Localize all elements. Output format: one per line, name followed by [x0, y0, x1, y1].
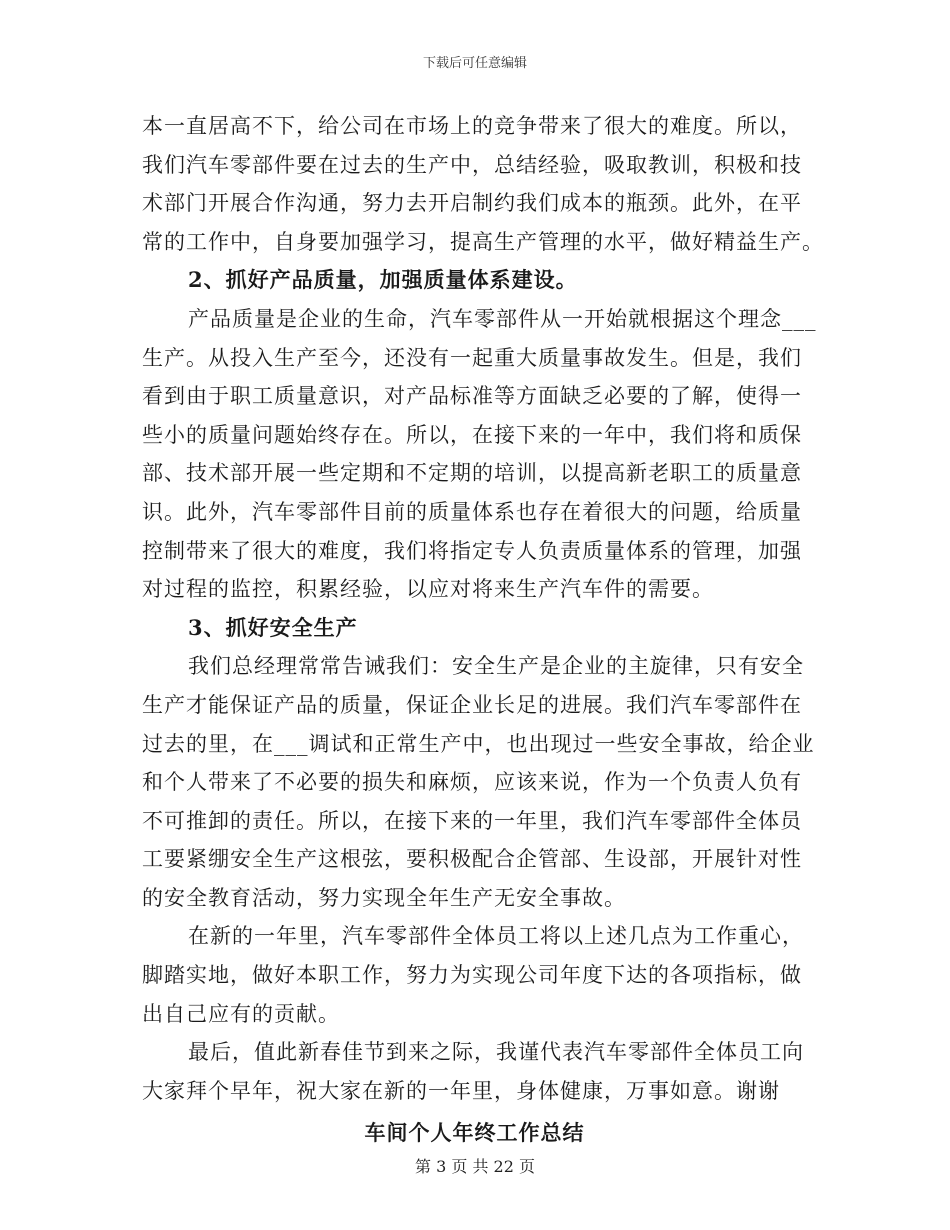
- paragraph-line: 识。此外，汽车零部件目前的质量体系也存在着很大的问题，给质量: [142, 499, 802, 524]
- paragraph-line: 生产。从投入生产至今，还没有一起重大质量事故发生。但是，我们: [142, 345, 802, 370]
- paragraph-line: 生产才能保证产品的质量，保证企业长足的进展。我们汽车零部件在: [142, 692, 802, 717]
- page-header-note: 下载后可任意编辑: [422, 56, 527, 71]
- paragraph-line: 在新的一年里，汽车零部件全体员工将以上述几点为工作重心，: [188, 924, 804, 949]
- paragraph-line: 看到由于职工质量意识，对产品标准等方面缺乏必要的了解，使得一: [142, 384, 802, 409]
- paragraph-line: 出自己应有的贡献。: [142, 1001, 340, 1026]
- section-heading: 2、抓好产品质量，加强质量体系建设。: [188, 267, 578, 293]
- paragraph-line: 些小的质量问题始终存在。所以，在接下来的一年中，我们将和质保: [142, 422, 802, 447]
- section-title: 车间个人年终工作总结: [364, 1120, 585, 1146]
- paragraph-line: 我们总经理常常告诫我们：安全生产是企业的主旋律，只有安全: [188, 654, 804, 679]
- paragraph-line: 部、技术部开展一些定期和不定期的培训，以提高新老职工的质量意: [142, 461, 802, 486]
- paragraph-line: 和个人带来了不必要的损失和麻烦，应该来说，作为一个负责人负有: [142, 770, 802, 795]
- section-heading: 3、抓好安全生产: [188, 614, 358, 640]
- paragraph-line: 不可推卸的责任。所以，在接下来的一年里，我们汽车零部件全体员: [142, 808, 802, 833]
- paragraph-line: 术部门开展合作沟通，努力去开启制约我们成本的瓶颈。此外，在平: [142, 191, 802, 216]
- paragraph-line: 我们汽车零部件要在过去的生产中，总结经验，吸取教训，积极和技: [142, 152, 802, 177]
- paragraph-line: 脚踏实地，做好本职工作，努力为实现公司年度下达的各项指标，做: [142, 963, 802, 988]
- paragraph-line: 对过程的监控，积累经验，以应对将来生产汽车件的需要。: [142, 577, 714, 602]
- paragraph-line: 本一直居高不下，给公司在市场上的竞争带来了很大的难度。所以，: [142, 114, 802, 138]
- paragraph-line: 工要紧绷安全生产这根弦，要积极配合企管部、生设部，开展针对性: [142, 847, 802, 872]
- paragraph-line: 过去的里，在___调试和正常生产中，也出现过一些安全事故，给企业: [142, 731, 815, 756]
- paragraph-line: 的安全教育活动，努力实现全年生产无安全事故。: [142, 885, 626, 910]
- paragraph-line: 产品质量是企业的生命，汽车零部件从一开始就根据这个理念___: [188, 306, 817, 331]
- paragraph-line: 大家拜个早年，祝大家在新的一年里，身体健康，万事如意。谢谢: [142, 1078, 780, 1103]
- document-body: [142, 107, 824, 1153]
- paragraph-line: 常的工作中，自身要加强学习，提高生产管理的水平，做好精益生产。: [142, 229, 824, 254]
- paragraph-line: 最后，值此新春佳节到来之际，我谨代表汽车零部件全体员工向: [188, 1040, 804, 1065]
- paragraph-line: 控制带来了很大的难度，我们将指定专人负责质量体系的管理，加强: [142, 538, 802, 563]
- page-footer: 第 3 页 共 22 页: [415, 1157, 535, 1176]
